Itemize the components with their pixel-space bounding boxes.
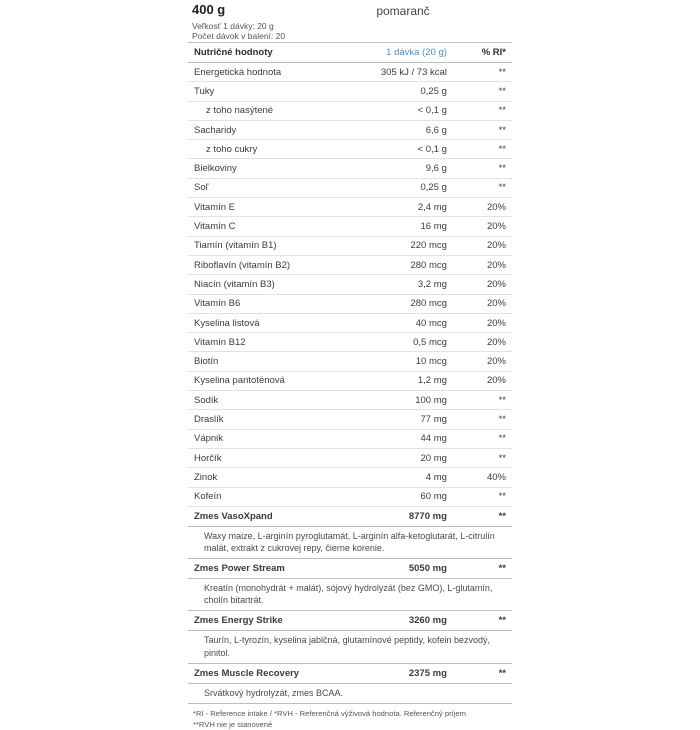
blend-value: 2375 mg <box>341 663 453 683</box>
table-row <box>188 255 512 274</box>
nutrient-value: 0,25 g <box>341 82 453 101</box>
nutrient-name: Kyselina listová <box>188 313 341 332</box>
blend-name: Zmes Energy Strike <box>188 611 341 631</box>
nutrient-ri: ** <box>453 429 512 448</box>
table-row <box>188 63 512 82</box>
nutrient-name: Vitamín B6 <box>188 294 341 313</box>
table-row <box>188 410 512 429</box>
footnote-rvh: **RVH nie je stanovené <box>193 719 273 729</box>
nutrient-value: 2,4 mg <box>341 198 453 217</box>
nutrient-name: Biotín <box>188 352 341 371</box>
nutrient-value: 9,6 g <box>341 159 453 178</box>
nutrient-value: 10 mcg <box>341 352 453 371</box>
column-header-ri: % RI* <box>453 43 512 63</box>
nutrient-value: 40 mcg <box>341 313 453 332</box>
nutrient-ri: 20% <box>453 198 512 217</box>
nutrition-table <box>188 42 512 704</box>
package-weight: 400 g <box>192 2 226 17</box>
blend-name: Zmes Power Stream <box>188 559 341 579</box>
nutrient-value: 4 mg <box>341 468 453 487</box>
table-row <box>188 120 512 139</box>
column-header-value: 1 dávka (20 g) <box>341 43 453 63</box>
nutrient-ri: ** <box>453 159 512 178</box>
nutrient-value: 1,2 mg <box>341 371 453 390</box>
nutrient-value: 305 kJ / 73 kcal <box>341 63 453 82</box>
nutrient-ri: 20% <box>453 255 512 274</box>
nutrient-name: Zinok <box>188 468 341 487</box>
blend-row <box>188 611 512 631</box>
column-header-name: Nutričné hodnoty <box>188 43 341 63</box>
nutrient-name: Horčík <box>188 448 341 467</box>
blend-name: Zmes VasoXpand <box>188 506 341 526</box>
nutrient-value: 77 mg <box>341 410 453 429</box>
blend-description: Srvátkový hydrolyzát, zmes BCAA. <box>188 683 512 703</box>
nutrient-name: Niacín (vitamín B3) <box>188 275 341 294</box>
nutrient-name: Draslík <box>188 410 341 429</box>
nutrient-ri: 20% <box>453 217 512 236</box>
nutrient-ri: ** <box>453 487 512 506</box>
blend-name: Zmes Muscle Recovery <box>188 663 341 683</box>
nutrient-value: 0,5 mcg <box>341 333 453 352</box>
table-row <box>188 101 512 120</box>
nutrient-value: 6,6 g <box>341 120 453 139</box>
table-row <box>188 159 512 178</box>
nutrient-ri: 20% <box>453 313 512 332</box>
nutrient-value: 0,25 g <box>341 178 453 197</box>
table-row <box>188 178 512 197</box>
blend-description: Kreatín (monohydrát + malát), sójový hydrolyzát (bez GMO), L-glutamín, cholín bitartrát. <box>188 579 512 611</box>
table-row <box>188 333 512 352</box>
blend-value: 3260 mg <box>341 611 453 631</box>
table-row <box>188 448 512 467</box>
blend-ri: ** <box>453 506 512 526</box>
nutrient-name: Vápnik <box>188 429 341 448</box>
nutrient-value: 100 mg <box>341 391 453 410</box>
nutrient-value: 44 mg <box>341 429 453 448</box>
blend-row <box>188 559 512 579</box>
nutrient-value: 16 mg <box>341 217 453 236</box>
nutrient-name: Energetická hodnota <box>188 63 341 82</box>
blend-description-row <box>188 579 512 611</box>
blend-ri: ** <box>453 663 512 683</box>
table-row <box>188 429 512 448</box>
table-row <box>188 140 512 159</box>
nutrient-ri: ** <box>453 448 512 467</box>
nutrient-ri: ** <box>453 178 512 197</box>
nutrient-name: Riboflavín (vitamín B2) <box>188 255 341 274</box>
table-row <box>188 468 512 487</box>
blend-description-row <box>188 526 512 558</box>
nutrient-ri: 20% <box>453 294 512 313</box>
blend-value: 5050 mg <box>341 559 453 579</box>
footnote-ri: *RI - Reference intake / *RVH - Referenčná výživová hodnota. Referenčný príjem <box>193 708 466 718</box>
footnotes <box>188 704 512 730</box>
nutrient-name: Tuky <box>188 82 341 101</box>
nutrient-ri: ** <box>453 82 512 101</box>
table-row <box>188 198 512 217</box>
nutrient-name: Kofeín <box>188 487 341 506</box>
nutrient-name: z toho nasýtené <box>188 101 341 120</box>
table-row <box>188 352 512 371</box>
table-row <box>188 487 512 506</box>
blend-description-row <box>188 631 512 663</box>
nutrient-ri: ** <box>453 410 512 429</box>
nutrient-value: 280 mcg <box>341 294 453 313</box>
nutrient-ri: 20% <box>453 352 512 371</box>
table-row <box>188 82 512 101</box>
blend-row <box>188 663 512 683</box>
table-header-row <box>188 43 512 63</box>
nutrient-ri: 20% <box>453 371 512 390</box>
nutrient-ri: 20% <box>453 236 512 255</box>
nutrient-name: Tiamín (vitamín B1) <box>188 236 341 255</box>
servings-per-package: Počet dávok v balení: 20 <box>192 31 286 41</box>
nutrient-ri: ** <box>453 391 512 410</box>
table-row <box>188 217 512 236</box>
nutrient-name: Sacharidy <box>188 120 341 139</box>
nutrient-name: Vitamín E <box>188 198 341 217</box>
table-row <box>188 236 512 255</box>
nutrition-table-body <box>188 43 512 704</box>
nutrient-name: Vitamín B12 <box>188 333 341 352</box>
nutrient-ri: ** <box>453 140 512 159</box>
nutrient-ri: ** <box>453 101 512 120</box>
serving-size: Veľkosť 1 dávky: 20 g <box>192 21 274 31</box>
nutrient-name: Sodík <box>188 391 341 410</box>
nutrient-name: Vitamín C <box>188 217 341 236</box>
nutrient-ri: ** <box>453 120 512 139</box>
nutrient-value: 280 mcg <box>341 255 453 274</box>
nutrient-value: < 0,1 g <box>341 101 453 120</box>
blend-description-row <box>188 683 512 703</box>
table-row <box>188 391 512 410</box>
blend-description: Taurín, L-tyrozín, kyselina jablčná, glutamínové peptidy, kofein bezvodý, pinitol. <box>188 631 512 663</box>
table-row <box>188 371 512 390</box>
nutrient-value: < 0,1 g <box>341 140 453 159</box>
nutrient-name: Soľ <box>188 178 341 197</box>
table-row <box>188 294 512 313</box>
nutrient-ri: ** <box>453 63 512 82</box>
blend-ri: ** <box>453 559 512 579</box>
panel-header <box>188 0 512 42</box>
nutrient-name: z toho cukry <box>188 140 341 159</box>
nutrition-panel <box>188 0 512 729</box>
blend-value: 8770 mg <box>341 506 453 526</box>
nutrient-name: Kyselina pantoténová <box>188 371 341 390</box>
nutrient-value: 3,2 mg <box>341 275 453 294</box>
nutrient-ri: 40% <box>453 468 512 487</box>
nutrient-name: Bielkoviny <box>188 159 341 178</box>
nutrient-value: 60 mg <box>341 487 453 506</box>
nutrient-value: 220 mcg <box>341 236 453 255</box>
table-row <box>188 313 512 332</box>
blend-ri: ** <box>453 611 512 631</box>
nutrient-ri: 20% <box>453 333 512 352</box>
blend-row <box>188 506 512 526</box>
flavour-label: pomaranč <box>376 4 430 18</box>
table-row <box>188 275 512 294</box>
blend-description: Waxy maize, L-arginín pyroglutamát, L-arginín alfa-ketoglutarát, L-citrulín malát, extrakt z cukrovej repy, čierne korenie. <box>188 526 512 558</box>
nutrient-value: 20 mg <box>341 448 453 467</box>
nutrient-ri: 20% <box>453 275 512 294</box>
